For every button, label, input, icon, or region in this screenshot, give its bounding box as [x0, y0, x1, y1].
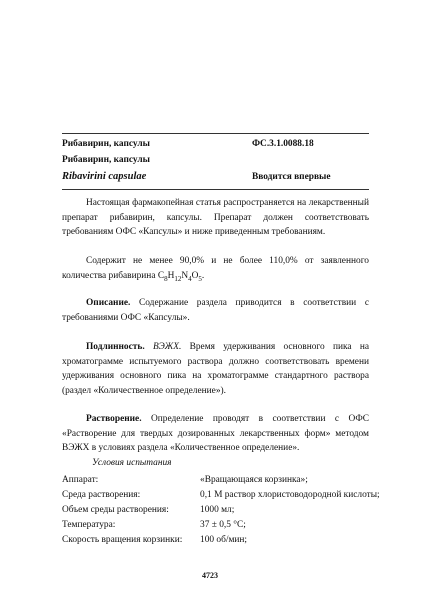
dissolution-line [62, 412, 369, 427]
dissolution-line: «Растворение для твердых дозированных лекарственных форм» методом [62, 428, 369, 439]
condition-row [62, 503, 392, 518]
content-paragraph [62, 254, 369, 283]
title-latin: Ribavirini capsulae [62, 171, 147, 182]
title-ru-2: Рибавирин, капсулы [62, 155, 150, 165]
title-ru-1: Рибавирин, капсулы [62, 139, 150, 149]
condition-key: Объем среды растворения: [62, 505, 169, 515]
condition-row [62, 518, 392, 533]
condition-value: 0,1 М раствор хлористоводородной кислоты; [200, 490, 380, 500]
monograph-code: ФС.3.1.0088.18 [252, 139, 314, 149]
formula-h-count: 12 [174, 274, 182, 283]
authenticity-paragraph [62, 340, 369, 398]
authenticity-line: хроматограмме испытуемого раствора должно соответствовать времени [62, 356, 369, 367]
dissolution-paragraph [62, 412, 369, 456]
formula-o-count: 5 [198, 274, 202, 283]
condition-value: «Вращающаяся корзинка»; [200, 475, 308, 485]
condition-row [62, 473, 392, 488]
condition-row [62, 533, 392, 548]
content-line-prefix: количества рибавирина C [62, 270, 165, 281]
intro-line: Настоящая фармакопейная статья распространяется на лекарственный [86, 198, 369, 208]
description-paragraph [62, 296, 369, 325]
authenticity-heading: Подлинность. [86, 342, 145, 352]
header-top-rule [62, 133, 369, 134]
description-line [62, 296, 369, 311]
intro-line: препарат рибавирин, капсулы. Препарат должен соответствовать [62, 212, 369, 223]
formula-end: . [201, 270, 205, 281]
status-note: Вводится впервые [252, 172, 331, 182]
content-line-formula [62, 269, 369, 284]
conditions-heading: Условия испытания [92, 458, 172, 468]
authenticity-line: удерживания основного пика на хроматограмме стандартного раствора [62, 371, 369, 381]
dissolution-heading: Растворение. [86, 414, 142, 424]
description-line: требованиями ОФС «Капсулы». [62, 312, 190, 323]
condition-key: Аппарат: [62, 475, 99, 485]
condition-row [62, 488, 392, 503]
condition-key: Температура: [62, 520, 116, 530]
header-bottom-rule [62, 189, 369, 190]
authenticity-line [62, 340, 369, 355]
authenticity-method: ВЭЖХ. [152, 342, 182, 352]
intro-paragraph [62, 196, 369, 240]
condition-value: 100 об/мин; [200, 535, 248, 545]
condition-value: 1000 мл; [200, 505, 235, 515]
formula-c-count: 8 [164, 274, 168, 283]
intro-line: требованиям ОФС «Капсулы» и ниже приведенным требованиям. [62, 227, 326, 237]
authenticity-line: (раздел «Количественное определение»). [62, 385, 226, 396]
dissolution-line: ВЭЖХ в условиях раздела «Количественное определение». [62, 443, 300, 453]
authenticity-text: Время удерживания основного пика на [181, 342, 370, 352]
page-number: 4723 [202, 571, 218, 580]
formula-n: N [181, 270, 189, 281]
description-text: Содержание раздела приводится в соответствии с [130, 298, 369, 308]
condition-key: Скорость вращения корзинки: [62, 535, 183, 545]
description-heading: Описание. [86, 298, 131, 308]
condition-value: 37 ± 0,5 °С; [200, 520, 246, 530]
content-line: Содержит не менее 90,0% и не более 110,0% от заявленного [86, 256, 369, 266]
formula-n-count: 4 [188, 274, 192, 283]
condition-key: Среда растворения: [62, 490, 141, 500]
formula-o: O [191, 270, 199, 281]
dissolution-text: Определение проводят в соответствии с ОФС [141, 414, 369, 424]
formula-h: H [167, 270, 175, 281]
